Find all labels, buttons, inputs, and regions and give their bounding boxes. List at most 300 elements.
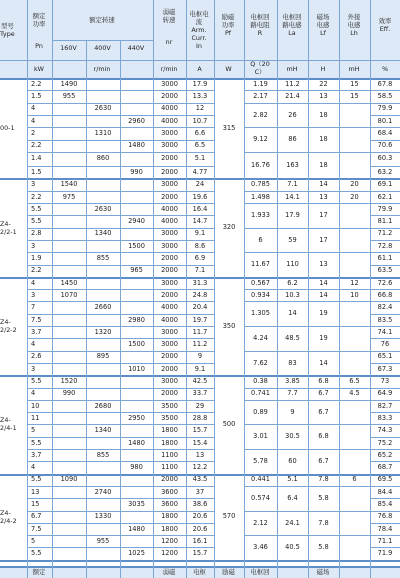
table-cell: 980 <box>130 463 143 472</box>
table-cell-efficiency: 72.8 <box>377 241 393 250</box>
table-cell: 6.7 <box>31 512 42 521</box>
header-weak-field-speed: 弱磁 转速 <box>162 8 176 24</box>
table-cell: 2000 <box>161 266 178 275</box>
header-efficiency: 效率 Eff. <box>378 17 392 33</box>
table-cell-efficiency: 85.4 <box>377 500 393 509</box>
row-divider <box>370 437 400 438</box>
table-cell-merged <box>339 400 370 425</box>
footer-rated: 额定 <box>32 568 46 576</box>
table-cell-efficiency: 61.1 <box>377 254 393 263</box>
table-cell: 19.7 <box>192 315 208 324</box>
row-divider <box>370 449 400 450</box>
table-cell <box>86 178 120 190</box>
table-cell <box>52 338 86 350</box>
table-cell-merged: 6.7 <box>318 407 329 416</box>
table-cell: 4 <box>31 340 36 349</box>
table-cell <box>86 547 120 559</box>
table-cell-efficiency: 67.3 <box>377 364 393 373</box>
table-cell-efficiency: 72.6 <box>377 278 393 287</box>
table-cell-merged: 9.12 <box>253 135 268 144</box>
table-cell: 1490 <box>60 79 78 88</box>
table-cell: 860 <box>96 153 110 162</box>
table-cell-efficiency: 65.1 <box>377 352 393 361</box>
table-cell <box>86 265 120 277</box>
table-cell: 5 <box>31 536 36 545</box>
column-divider <box>52 0 53 578</box>
row-divider <box>370 301 400 302</box>
table-cell <box>52 265 86 277</box>
excitation-power-value: 320 <box>222 223 236 232</box>
table-cell-merged: 17.9 <box>285 211 300 219</box>
table-cell: 2940 <box>128 217 145 226</box>
table-cell: 3600 <box>161 500 178 509</box>
table-cell: 5.5 <box>31 217 42 226</box>
table-cell <box>86 240 120 252</box>
row-divider <box>370 203 400 204</box>
table-cell <box>52 203 86 215</box>
table-cell <box>86 115 120 127</box>
table-cell-merged: 6.4 <box>287 493 298 502</box>
unit-henry: H <box>320 65 326 73</box>
footer-divider <box>0 566 400 568</box>
table-cell-merged: 11.2 <box>285 79 300 88</box>
table-cell: 7.5 <box>31 524 42 533</box>
row-divider <box>370 140 400 141</box>
table-cell: 1500 <box>128 340 145 349</box>
table-cell <box>120 203 153 215</box>
table-cell: 6.9 <box>194 254 206 263</box>
table-cell: 1520 <box>60 377 78 386</box>
table-cell <box>52 301 86 313</box>
table-cell-merged: 15 <box>350 79 359 88</box>
table-cell: 10.7 <box>192 116 208 125</box>
row-divider <box>370 115 400 116</box>
header-voltage-400: 400V <box>94 44 111 52</box>
unit-watt: W <box>225 65 232 73</box>
table-cell-merged: 40.5 <box>285 543 300 552</box>
table-cell: 20.6 <box>192 512 208 521</box>
table-cell: 5.5 <box>31 377 42 386</box>
block-divider <box>244 127 370 128</box>
row-divider <box>370 351 400 352</box>
table-cell: 2.2 <box>31 141 42 150</box>
table-cell: 2960 <box>128 116 145 125</box>
table-cell <box>86 474 120 486</box>
table-cell: 990 <box>130 167 143 176</box>
header-voltage-160: 160V <box>60 44 77 52</box>
table-cell-merged <box>339 203 370 228</box>
table-cell: 3.7 <box>31 450 42 459</box>
table-cell: 10 <box>31 401 40 410</box>
table-cell <box>52 228 86 240</box>
table-cell: 31.3 <box>192 278 208 287</box>
table-cell-efficiency: 58.5 <box>377 92 393 101</box>
table-cell-merged <box>339 486 370 511</box>
row-divider <box>370 523 400 524</box>
table-cell: 3500 <box>161 401 178 410</box>
table-cell <box>86 314 120 326</box>
block-divider <box>244 191 370 192</box>
table-cell: 3000 <box>161 241 178 250</box>
table-cell <box>52 314 86 326</box>
motor-type-label: Z4- 2/2-1 <box>0 219 17 236</box>
table-cell-merged: 16.76 <box>251 160 270 169</box>
row-divider <box>370 535 400 536</box>
table-cell-merged: 3.85 <box>285 377 300 386</box>
table-cell <box>86 388 120 400</box>
table-cell-merged: 6 <box>352 475 357 484</box>
table-cell-merged <box>339 252 370 277</box>
table-cell <box>86 375 120 387</box>
row-divider <box>370 240 400 241</box>
table-cell: 2000 <box>161 167 178 176</box>
table-cell-merged: 20 <box>350 192 359 201</box>
group-divider <box>0 560 400 562</box>
table-cell-merged: 14 <box>288 309 297 318</box>
unit-ohm: Q（20 C） <box>250 60 270 76</box>
table-cell: 3000 <box>161 129 178 138</box>
table-cell: 16.4 <box>192 204 208 213</box>
table-cell: 895 <box>96 352 110 361</box>
table-cell-merged: 19 <box>319 309 328 318</box>
table-cell-merged: 48.5 <box>285 334 300 342</box>
table-cell <box>120 424 153 436</box>
table-cell <box>120 375 153 387</box>
table-cell-efficiency: 69.1 <box>377 180 393 189</box>
table-cell: 9.1 <box>194 229 206 238</box>
table-cell: 4000 <box>161 204 178 213</box>
header-field-inductance: 磁场 电感 Lf <box>316 13 330 37</box>
block-divider <box>244 152 370 153</box>
table-cell: 855 <box>96 450 110 459</box>
table-cell-efficiency: 71.9 <box>377 549 393 558</box>
table-cell-merged: 22 <box>319 79 328 88</box>
unit-rmin-weak: r/min <box>160 65 178 73</box>
table-cell: 11.7 <box>192 327 208 336</box>
table-cell-merged: 1.933 <box>251 211 270 219</box>
table-cell-efficiency: 63.2 <box>377 167 393 176</box>
block-divider <box>244 103 370 104</box>
table-cell-merged <box>339 424 370 449</box>
table-cell-efficiency: 82.7 <box>377 401 393 410</box>
table-cell: 3.7 <box>31 327 42 336</box>
table-cell: 965 <box>130 266 143 275</box>
unit-percent: % <box>381 65 389 73</box>
table-cell-merged: 13 <box>319 192 328 201</box>
table-cell-merged: 3.01 <box>253 432 268 441</box>
column-divider <box>86 40 87 578</box>
table-cell-merged: 6.8 <box>318 432 329 441</box>
row-divider <box>370 215 400 216</box>
table-cell-merged: 18 <box>319 110 328 119</box>
table-cell: 43.5 <box>192 475 208 484</box>
column-divider <box>339 0 340 578</box>
table-cell <box>86 338 120 350</box>
table-cell: 4000 <box>161 104 178 113</box>
motor-type-label: 00-1 <box>0 124 15 133</box>
unit-mh: mH <box>286 65 298 73</box>
table-cell: 1.5 <box>31 167 42 176</box>
table-cell: 2000 <box>161 254 178 263</box>
table-cell: 2000 <box>161 352 178 361</box>
table-cell: 4000 <box>161 217 178 226</box>
table-cell-merged: 14 <box>319 180 328 189</box>
table-cell: 3000 <box>161 141 178 150</box>
table-cell-merged: 7.7 <box>287 389 298 398</box>
table-cell: 3000 <box>161 180 178 189</box>
table-cell <box>52 535 86 547</box>
table-cell-efficiency: 62.1 <box>377 192 393 201</box>
footer-armature: 电枢 <box>193 568 206 576</box>
table-cell: 4000 <box>161 116 178 125</box>
header-divider <box>0 78 400 80</box>
table-cell: 13.3 <box>192 92 208 101</box>
table-cell: 15 <box>31 500 40 509</box>
table-cell: 3000 <box>161 327 178 336</box>
block-divider <box>244 449 370 450</box>
header-divider <box>0 60 400 61</box>
row-divider <box>370 314 400 315</box>
table-cell-merged: 24.1 <box>285 518 300 527</box>
column-divider <box>214 0 215 578</box>
table-cell-merged: 86 <box>288 135 297 144</box>
unit-kw: kW <box>33 65 45 73</box>
table-cell: 7.5 <box>31 315 42 324</box>
table-cell-efficiency: 79.9 <box>377 204 393 213</box>
table-cell <box>120 152 153 164</box>
table-cell: 2680 <box>94 401 112 410</box>
table-cell: 16.1 <box>192 536 208 545</box>
table-cell-merged: 1.19 <box>253 79 268 88</box>
table-cell: 15.7 <box>192 426 208 435</box>
unit-amp: A <box>197 65 202 73</box>
table-cell: 2630 <box>94 104 112 113</box>
table-cell <box>52 127 86 139</box>
header-type: 型号 Type <box>0 22 15 38</box>
table-cell <box>120 388 153 400</box>
header-divider <box>52 40 153 41</box>
table-cell <box>120 90 153 102</box>
table-cell: 4 <box>31 463 36 472</box>
table-cell-merged: 5.78 <box>253 457 268 465</box>
table-cell: 1100 <box>161 463 178 472</box>
table-cell: 1480 <box>128 524 145 533</box>
column-divider <box>370 0 371 578</box>
table-cell-efficiency: 74.3 <box>377 426 393 435</box>
table-cell-merged: 4.24 <box>253 334 268 342</box>
table-cell: 24 <box>195 180 205 189</box>
table-cell: 2740 <box>94 487 112 496</box>
table-cell-efficiency: 71.1 <box>377 536 393 545</box>
table-cell <box>120 326 153 338</box>
row-divider <box>370 166 400 167</box>
table-cell: 3000 <box>161 340 178 349</box>
table-cell <box>52 437 86 449</box>
table-cell-merged: 14 <box>319 278 328 287</box>
block-divider <box>244 351 370 352</box>
row-divider <box>370 289 400 290</box>
table-cell <box>52 400 86 412</box>
row-divider <box>370 461 400 462</box>
footer-weak: 弱磁 <box>162 568 176 576</box>
header-rated-power: 额定 功率 <box>32 12 46 28</box>
header-armature-resistance: 电枢回 路电阻 R <box>250 13 270 37</box>
table-cell: 1450 <box>60 278 78 287</box>
table-cell: 1.5 <box>31 92 42 101</box>
table-cell <box>120 301 153 313</box>
table-cell <box>120 191 153 203</box>
table-cell: 7 <box>31 303 36 312</box>
table-cell: 1800 <box>161 426 178 435</box>
table-cell-merged: 1.498 <box>251 192 270 201</box>
table-cell-merged: 5.8 <box>318 543 329 552</box>
table-cell <box>120 400 153 412</box>
table-cell-merged: 12 <box>350 278 359 287</box>
table-cell: 2.2 <box>31 266 42 275</box>
block-divider <box>244 511 370 512</box>
table-cell: 2000 <box>161 192 178 201</box>
table-cell: 11.2 <box>192 340 208 349</box>
row-divider <box>370 252 400 253</box>
table-cell: 8.6 <box>194 241 206 250</box>
table-cell-merged: 3.46 <box>253 543 268 552</box>
table-cell: 37 <box>195 487 205 496</box>
table-cell <box>86 498 120 510</box>
block-divider <box>244 203 370 204</box>
table-cell: 4 <box>31 389 36 398</box>
table-cell: 19.6 <box>192 192 208 201</box>
table-cell <box>86 90 120 102</box>
table-cell-merged: 10 <box>350 290 359 299</box>
table-cell <box>86 191 120 203</box>
table-cell <box>120 449 153 461</box>
table-cell: 3000 <box>161 229 178 238</box>
table-cell: 1200 <box>161 536 178 545</box>
table-cell: 1340 <box>94 229 112 238</box>
table-cell: 1.9 <box>31 254 42 263</box>
table-cell <box>52 252 86 264</box>
row-divider <box>370 547 400 548</box>
table-cell: 2 <box>31 129 36 138</box>
table-cell-efficiency: 83.5 <box>377 315 393 324</box>
table-cell: 2000 <box>161 153 178 162</box>
table-cell <box>120 351 153 363</box>
table-cell <box>86 437 120 449</box>
table-cell-merged: 26 <box>288 110 297 119</box>
table-cell-merged: 18 <box>319 135 328 144</box>
table-cell-merged: 7.62 <box>253 358 268 367</box>
table-cell: 2660 <box>94 303 112 312</box>
table-cell-merged: 14.1 <box>285 192 300 201</box>
table-cell-merged <box>339 152 370 179</box>
table-cell-merged <box>339 351 370 376</box>
table-cell-merged: 18 <box>319 160 328 169</box>
table-cell: 12 <box>195 104 205 113</box>
table-cell: 2000 <box>161 475 178 484</box>
table-cell: 2000 <box>161 92 178 101</box>
table-cell <box>120 289 153 301</box>
column-divider <box>27 0 28 578</box>
table-cell: 3000 <box>161 278 178 287</box>
footer-armature-circuit: 电枢回 <box>250 568 270 576</box>
table-cell-merged: 6.8 <box>318 377 329 386</box>
table-cell: 5.1 <box>194 153 206 162</box>
table-cell: 1320 <box>94 327 112 336</box>
table-cell-merged: 11.67 <box>251 260 270 269</box>
table-cell: 3500 <box>161 413 178 422</box>
table-cell: 1200 <box>161 549 178 558</box>
table-cell <box>52 412 86 424</box>
footer-excitation: 励磁 <box>222 568 235 576</box>
table-cell-merged: 60 <box>288 457 297 465</box>
table-cell-merged: 0.741 <box>251 389 270 398</box>
table-cell: 1330 <box>94 512 112 521</box>
table-cell: 6.6 <box>194 129 206 138</box>
table-cell <box>52 351 86 363</box>
table-cell: 4000 <box>161 303 178 312</box>
table-cell <box>52 166 86 178</box>
block-divider <box>244 486 370 487</box>
table-cell <box>86 166 120 178</box>
table-cell: 4.77 <box>192 167 208 176</box>
table-cell: 2000 <box>161 389 178 398</box>
table-cell: 9.1 <box>194 364 206 373</box>
table-cell-merged <box>339 301 370 326</box>
table-cell-merged: 0.574 <box>251 493 270 502</box>
table-cell: 7.1 <box>194 266 206 275</box>
table-cell: 14.7 <box>192 217 208 226</box>
table-cell-merged: 6.5 <box>349 377 360 386</box>
table-cell <box>52 449 86 461</box>
table-cell-efficiency: 70.6 <box>377 141 393 150</box>
table-cell-merged: 6.7 <box>318 457 329 465</box>
table-cell: 1310 <box>94 129 112 138</box>
table-cell: 11 <box>31 413 40 422</box>
table-cell-efficiency: 65.2 <box>377 450 393 459</box>
table-cell: 4000 <box>161 315 178 324</box>
table-cell: 3 <box>31 241 36 250</box>
table-cell-efficiency: 68.4 <box>377 129 393 138</box>
table-cell: 5.5 <box>31 475 42 484</box>
table-cell <box>52 424 86 436</box>
table-cell-merged: 0.785 <box>251 180 270 189</box>
table-cell-merged: 0.89 <box>253 407 268 416</box>
table-cell-merged: 21.4 <box>285 92 300 101</box>
table-cell: 3000 <box>161 79 178 88</box>
table-cell: 29 <box>195 401 205 410</box>
column-divider <box>308 0 309 578</box>
table-cell-efficiency: 69.5 <box>377 475 393 484</box>
row-divider <box>370 326 400 327</box>
table-cell: 4 <box>31 278 36 287</box>
header-armature-inductance: 电枢回 路电感 La <box>282 13 302 37</box>
row-divider <box>370 363 400 364</box>
table-cell <box>52 486 86 498</box>
table-cell-merged <box>339 511 370 536</box>
table-cell <box>86 412 120 424</box>
table-cell-merged: 83 <box>288 358 297 367</box>
table-cell: 1025 <box>128 549 145 558</box>
table-cell: 3000 <box>161 377 178 386</box>
table-cell-merged <box>339 127 370 152</box>
table-cell-efficiency: 76.8 <box>377 512 393 521</box>
table-cell: 1.4 <box>31 153 42 162</box>
table-cell: 3 <box>31 290 36 299</box>
table-cell: 28.8 <box>192 413 208 422</box>
table-cell <box>52 363 86 375</box>
block-divider <box>244 424 370 425</box>
table-cell-merged: 19 <box>319 334 328 342</box>
